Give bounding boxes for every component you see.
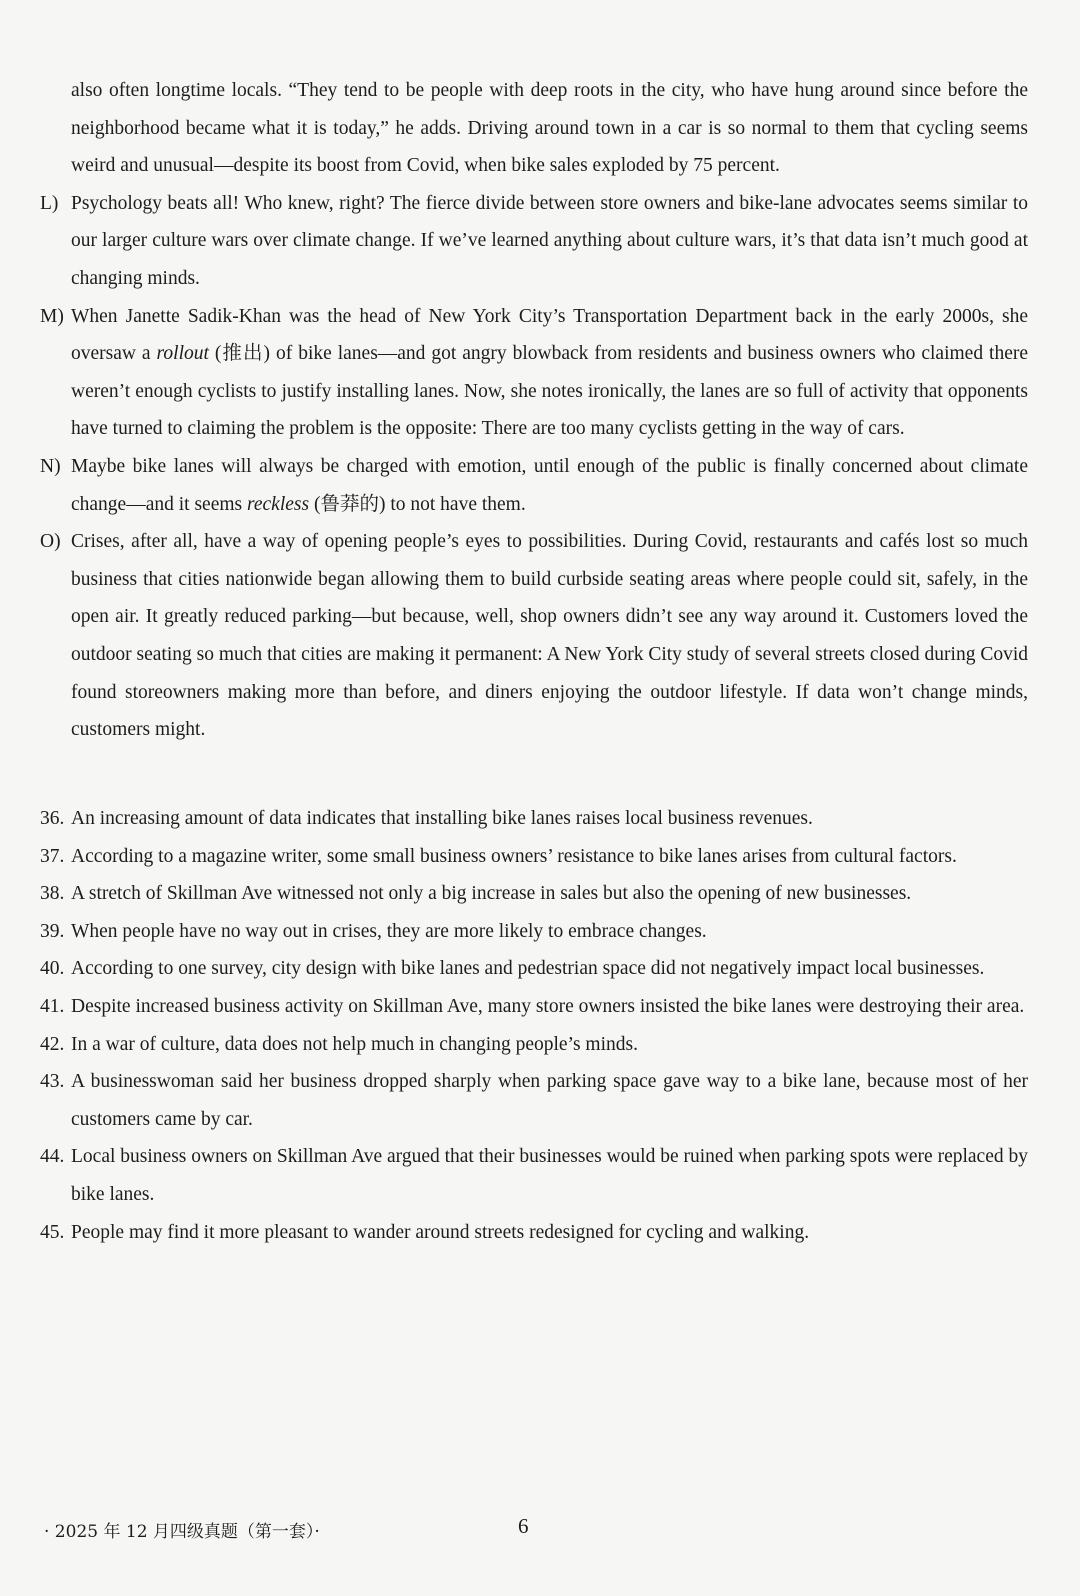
- question-number: 42.: [40, 1033, 65, 1055]
- vocab-gloss: (鲁莽的): [313, 493, 386, 515]
- paragraph-text: Psychology beats all! Who knew, right? The fierce divide between store owners and bike-lane advocates seems similar to our larger culture wars over climate change. If we’ve learned anything about culture wars, it’s that data isn’t much good at changing minds.: [71, 192, 1028, 289]
- question-number: 38.: [40, 883, 65, 905]
- question-item: [40, 800, 1028, 838]
- paragraph-label: M): [40, 305, 64, 327]
- vocab-term: reckless: [247, 493, 310, 515]
- vocab-gloss: (推出): [214, 343, 271, 365]
- question-item: [40, 1214, 1028, 1252]
- question-text: When people have no way out in crises, they are more likely to embrace changes.: [71, 920, 707, 942]
- question-text: An increasing amount of data indicates that installing bike lanes raises local business revenues.: [71, 808, 813, 829]
- paragraph-l: [40, 185, 1028, 298]
- paragraph-o: [40, 523, 1028, 749]
- paragraph-text: When Janette Sadik-Khan was the head of New York City’s Transportation Department back in the early 2000s, she oversaw a: [71, 305, 1028, 365]
- question-text: A stretch of Skillman Ave witnessed not only a big increase in sales but also the opening of new businesses.: [71, 883, 912, 905]
- question-text: Despite increased business activity on Skillman Ave, many store owners insisted the bike lanes were destroying their area.: [71, 995, 1025, 1017]
- paragraph-label: L): [40, 192, 59, 214]
- question-text: A businesswoman said her business dropped sharply when parking space gave way to a bike lane, because most of her customers came by car.: [71, 1071, 1028, 1130]
- question-item: [40, 950, 1028, 988]
- paragraph-m: [40, 298, 1028, 448]
- question-text: Local business owners on Skillman Ave argued that their businesses would be ruined when parking spots were replaced by bike lanes.: [71, 1146, 1028, 1205]
- question-item: [40, 1138, 1028, 1213]
- paragraph-text: Maybe bike lanes will always be charged with emotion, until enough of the public is finally concerned about climate change—and it seems: [71, 455, 1028, 515]
- passage: [40, 72, 1028, 749]
- question-item: [40, 838, 1028, 876]
- question-text: According to one survey, city design with bike lanes and pedestrian space did not negatively impact local businesses.: [71, 958, 985, 980]
- question-number: 45.: [40, 1221, 65, 1243]
- question-item: [40, 1063, 1028, 1138]
- question-item: [40, 875, 1028, 913]
- passage-continuation: also often longtime locals. “They tend to be people with deep roots in the city, who have hung around since before the neighborhood became what it is today,” he adds. Driving around town in a car is so normal to them that cycling seems weird and unusual—despite its boost from Covid, when bike sales exploded by 75 percent.: [71, 80, 1028, 177]
- question-item: [40, 988, 1028, 1026]
- question-number: 39.: [40, 920, 65, 942]
- paragraph-n: [40, 448, 1028, 523]
- question-text: According to a magazine writer, some small business owners’ resistance to bike lanes arises from cultural factors.: [71, 845, 957, 867]
- question-text: People may find it more pleasant to wander around streets redesigned for cycling and walking.: [71, 1221, 810, 1243]
- paragraph-text: Crises, after all, have a way of opening people’s eyes to possibilities. During Covid, restaurants and cafés lost so much business that cities nationwide began allowing them to build curbside seating areas where people could sit, safely, in the open air. It greatly reduced parking—but because, well, shop owners didn’t see any way around it. Customers loved the outdoor seating so much that cities are making it permanent: A New York City study of several streets closed during Covid found storeowners making more than before, and diners enjoying the outdoor lifestyle. If data won’t change minds, customers might.: [71, 531, 1028, 741]
- question-number: 36.: [40, 808, 65, 829]
- page-number: 6: [518, 1514, 529, 1538]
- question-number: 44.: [40, 1146, 65, 1168]
- question-item: [40, 913, 1028, 951]
- question-item: [40, 1026, 1028, 1064]
- paragraph-label: N): [40, 455, 61, 477]
- question-text: In a war of culture, data does not help much in changing people’s minds.: [71, 1033, 638, 1055]
- paragraph-label: O): [40, 531, 61, 553]
- question-list: [40, 800, 1028, 1251]
- paragraph-text: to not have them.: [385, 493, 526, 515]
- vocab-term: rollout: [156, 343, 209, 365]
- footer-exam-title: · 2025 年 12 月四级真题（第一套）·: [44, 1522, 320, 1542]
- question-number: 43.: [40, 1071, 65, 1093]
- question-number: 40.: [40, 958, 65, 980]
- paragraph-text: of bike lanes—and got angry blowback from residents and business owners who claimed there weren’t enough cyclists to justify installing lanes. Now, she notes ironically, the lanes are so full of activity that opponents have turned to claiming the problem is the opposite: There are too many cyclists getting in the way of cars.: [71, 343, 1028, 440]
- question-number: 41.: [40, 995, 65, 1017]
- question-number: 37.: [40, 845, 65, 867]
